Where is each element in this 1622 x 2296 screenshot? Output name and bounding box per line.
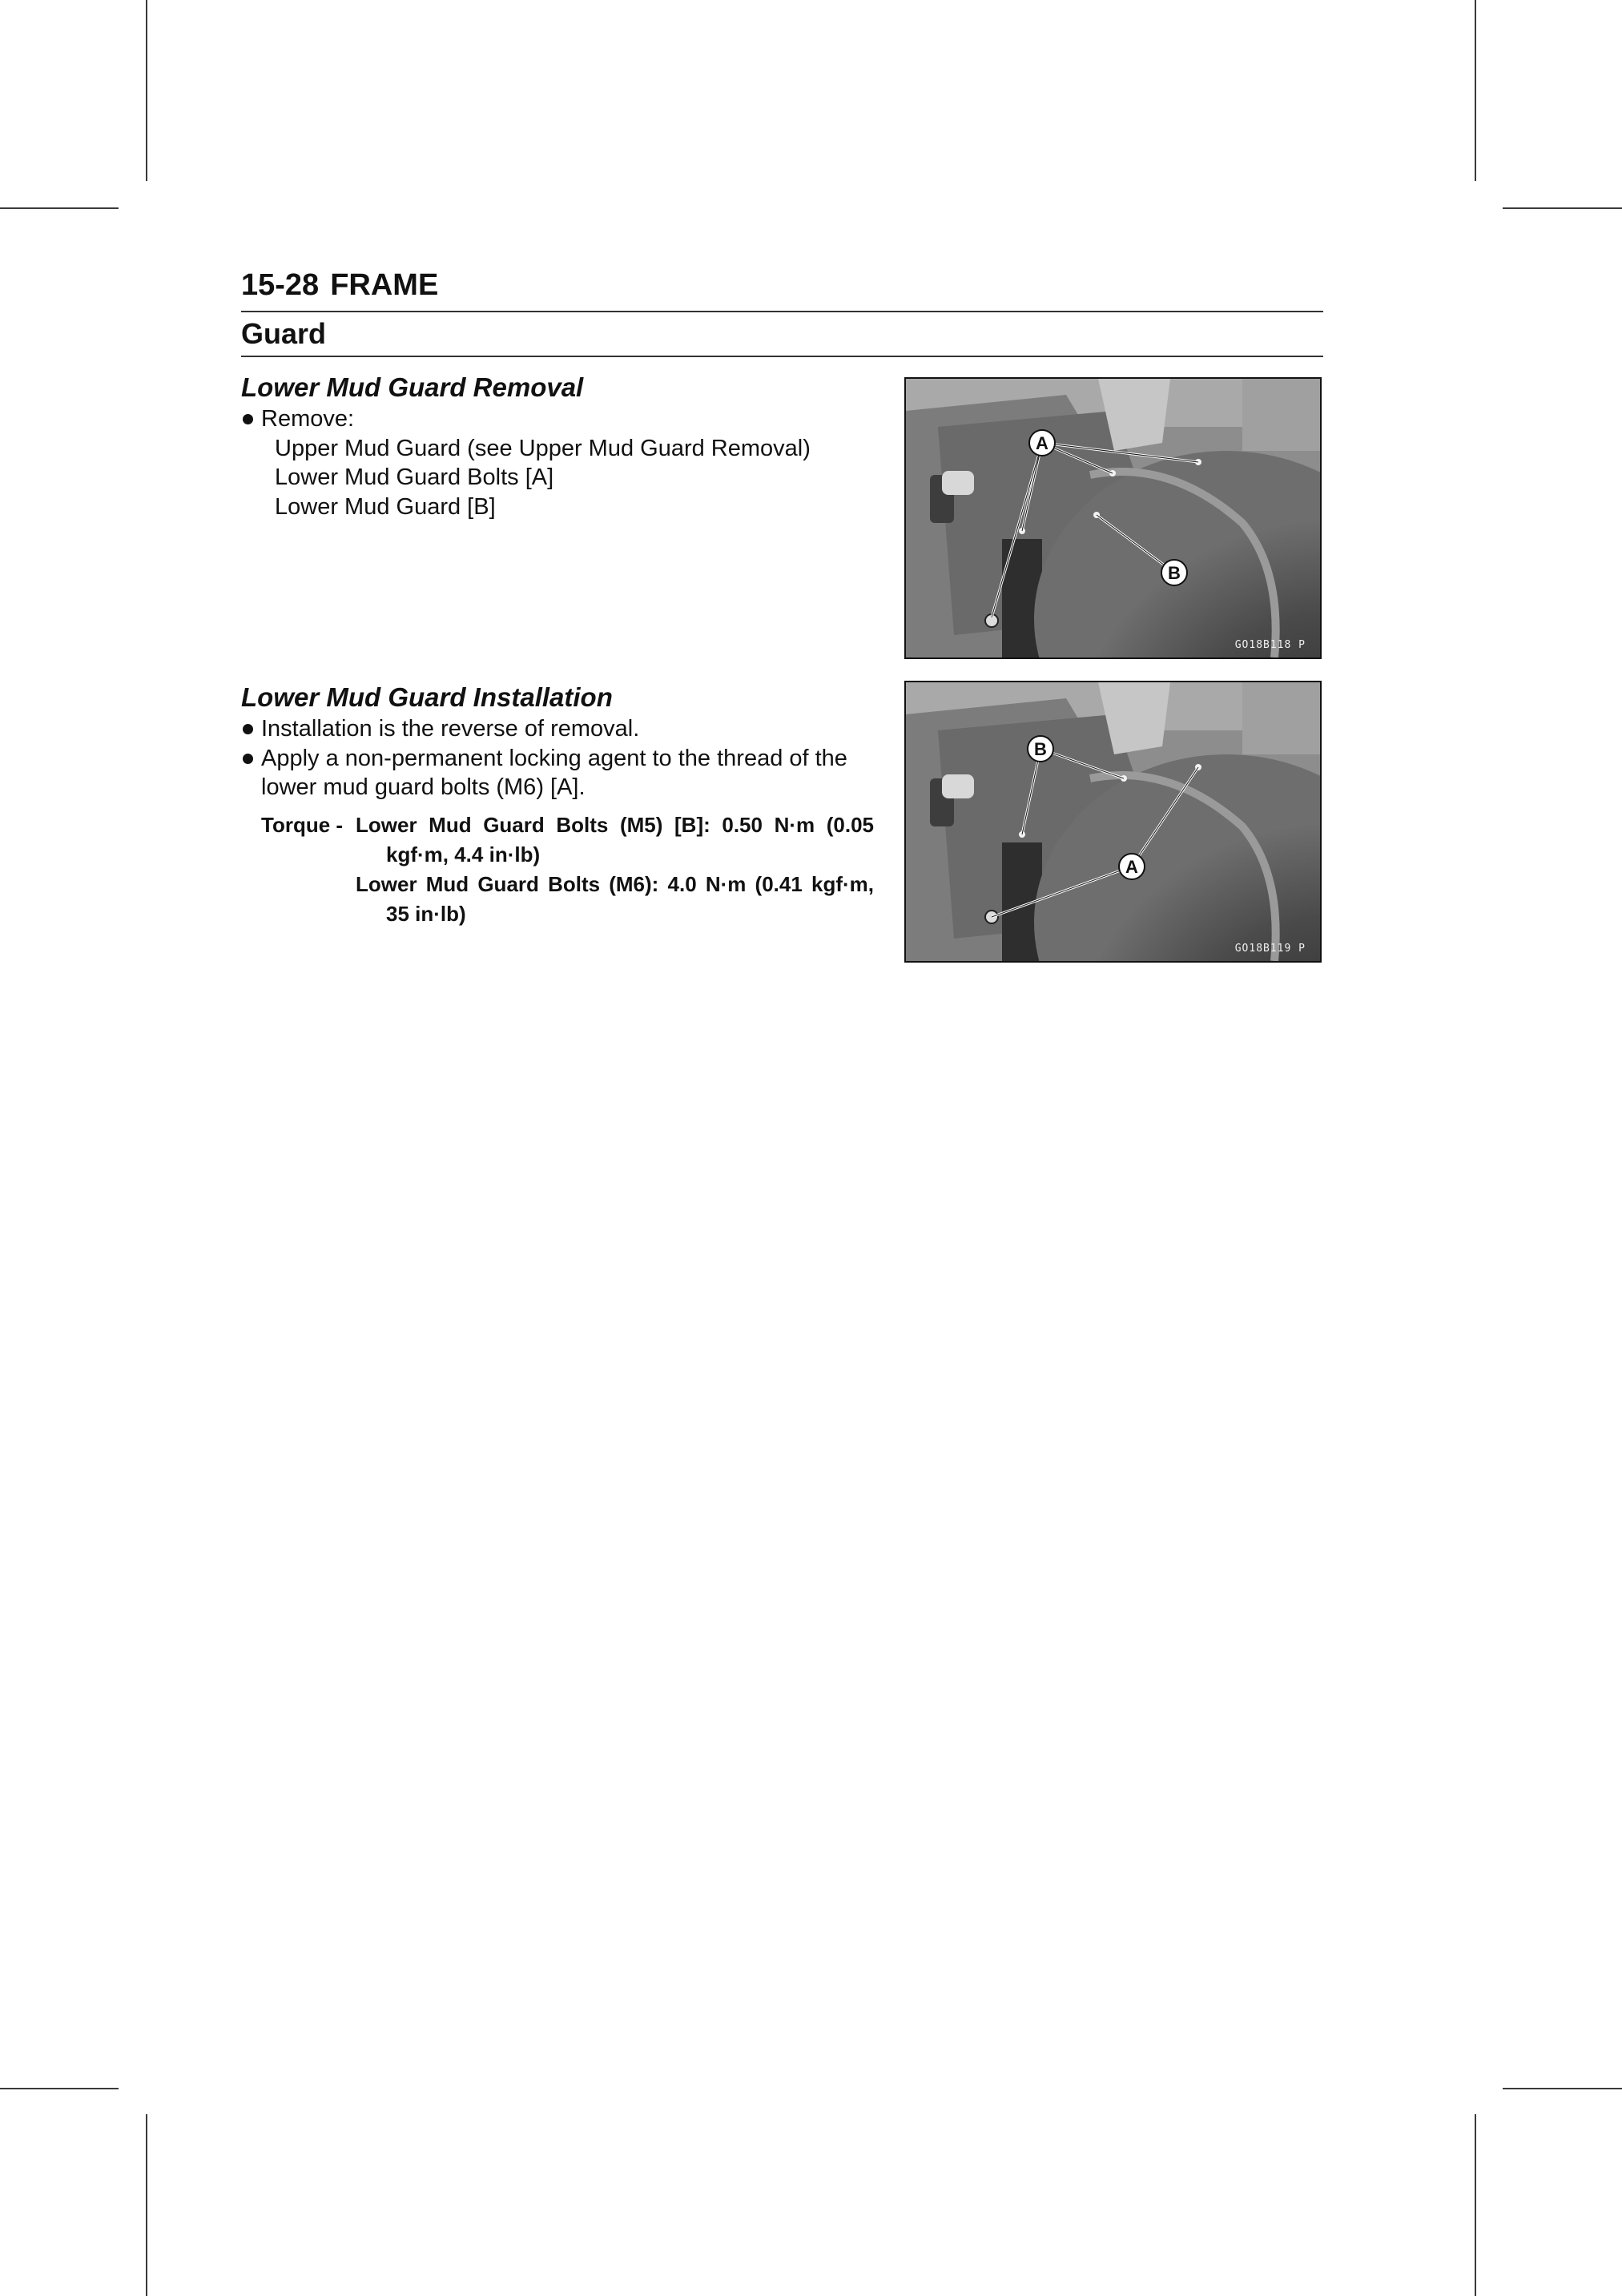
installation-bullet <box>241 744 898 802</box>
torque-label: Torque - <box>261 812 344 837</box>
removal-section <box>241 371 882 521</box>
figure-code: GO18B119 P <box>1234 943 1306 955</box>
removal-heading: Lower Mud Guard Removal <box>241 372 584 402</box>
torque-label-spacer <box>261 870 356 929</box>
crop-mark <box>1503 2088 1622 2089</box>
figure-code: GO18B118 P <box>1234 639 1306 651</box>
installation-heading: Lower Mud Guard Installation <box>241 682 613 712</box>
removal-item: Lower Mud Guard Bolts [A] <box>275 464 554 490</box>
crop-mark <box>146 2114 147 2296</box>
bullet-icon <box>243 414 253 424</box>
crop-mark <box>0 207 119 209</box>
page-title <box>241 263 1323 312</box>
removal-item: Lower Mud Guard [B] <box>275 493 496 520</box>
torque-value: Lower Mud Guard Bolts (M6): 4.0 N·m (0.41 kgf·m, 35 in·lb) <box>356 871 874 926</box>
section-title: Guard <box>241 312 1323 357</box>
crop-mark <box>0 2088 119 2089</box>
torque-value: Lower Mud Guard Bolts (M5) [B]: 0.50 N·m (0.05 kgf·m, 4.4 in·lb) <box>356 812 874 867</box>
crop-mark <box>146 0 147 181</box>
installation-section <box>241 681 882 929</box>
photo-illustration <box>906 682 1320 961</box>
callout-a: A <box>1125 857 1138 877</box>
crop-mark <box>1475 2114 1476 2296</box>
callout-b: B <box>1168 563 1181 583</box>
bullet-text: Remove: <box>261 406 355 432</box>
crop-mark <box>1475 0 1476 181</box>
figure-installation-photo <box>904 681 1322 963</box>
installation-bullet <box>241 714 882 744</box>
figure-removal-photo <box>904 377 1322 659</box>
page-number: 15-28 <box>241 268 320 302</box>
bullet-text: Installation is the reverse of removal. <box>261 716 640 742</box>
chapter-title: FRAME <box>330 268 439 302</box>
crop-mark <box>1503 207 1622 209</box>
bullet-icon <box>243 754 253 764</box>
bullet-icon <box>243 724 253 734</box>
removal-bullet <box>241 404 882 434</box>
removal-item: Upper Mud Guard (see Upper Mud Guard Removal) <box>275 435 811 461</box>
torque-spec <box>241 810 874 929</box>
callout-b: B <box>1034 739 1047 759</box>
bullet-text: Apply a non-permanent locking agent to the thread of the lower mud guard bolts (M6) [A]. <box>261 745 847 800</box>
callout-a: A <box>1036 433 1048 453</box>
photo-illustration <box>906 379 1320 657</box>
page-header <box>241 263 1323 357</box>
